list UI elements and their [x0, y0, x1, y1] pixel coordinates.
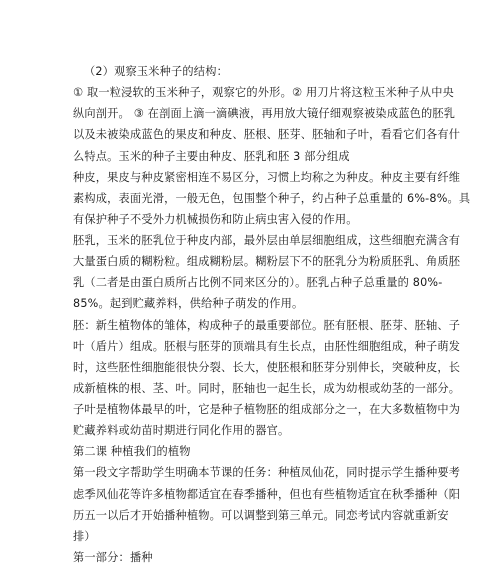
text-line: 大量蛋白质的糊粉粒。组成糊粉层。糊粉层下不的胚乳分为粉质胚乳、角质胚 — [73, 255, 461, 268]
text-line: 子叶是植物体最早的叶，它是种子植物胚的组成部分之一，在大多数植物中为 — [73, 403, 461, 416]
text-line: 么特点。玉米的种子主要由种皮、胚乳和胚 3 部分组成 — [73, 150, 350, 163]
text-line: ① 取一粒浸软的玉米种子，观察它的外形。② 用刀片将这粒玉米种子从中央 — [73, 86, 454, 99]
text-line: 排） — [73, 530, 96, 543]
text-line: 纵向剖开。 ③ 在剖面上滴一滴碘液，再用放大镜仔细观察被染成蓝色的胚乳 — [73, 107, 456, 120]
section-heading: 第二课 种植我们的植物 — [73, 445, 191, 458]
text-line: 乳（二者是由蛋白质所占比例不同来区分的）。胚乳占种子总重量的 80%- — [73, 276, 443, 289]
subsection-heading: 第一部分：播种 — [73, 551, 153, 564]
text-line: 有保护种子不受外力机械损伤和防止病虫害入侵的作用。 — [73, 213, 358, 226]
text-line: 成新植株的根、茎、叶。同时，胚轴也一起生长，成为幼根或幼茎的一部分。 — [73, 382, 461, 395]
text-line: 虑季风仙花等许多植物都适宜在春季播种，但也有些植物适宜在秋季播种（阳 — [73, 488, 461, 501]
text-line: 以及未被染成蓝色的果皮和种皮、胚根、胚芽、胚轴和子叶，看看它们各有什 — [73, 128, 461, 141]
text-line: 85%。起到贮藏养料，供给种子萌发的作用。 — [73, 297, 304, 310]
text-line: 贮藏养料或幼苗时期进行同化作用的器官。 — [73, 424, 290, 437]
text-line: 种皮，果皮与种皮紧密相连不易区分，习惯上均称之为种皮。种皮主要有纤维 — [73, 171, 461, 184]
text-line: 胚乳，玉米的胚乳位于种皮内部，最外层由单层细胞组成，这些细胞充满含有 — [73, 234, 461, 247]
text-line: 胚：新生植物体的雏体，构成种子的最重要部位。胚有胚根、胚芽、胚轴、子 — [73, 319, 461, 332]
text-line: 历五一以后才开始播种植物。可以调整到第三单元。同恋考试内容就重新安 — [73, 509, 449, 522]
text-line: 第一段文字帮助学生明确本节课的任务：种植凤仙花，同时提示学生播种要考 — [73, 466, 461, 479]
text-line: 叶（盾片）组成。胚根与胚芽的顶端具有生长点，由胚性细胞组成，种子萌发 — [73, 340, 461, 353]
text-line: 时，这些胚性细胞能很快分裂、长大，使胚根和胚芽分别伸长，突破种皮，长 — [73, 361, 461, 374]
text-line: （2）观察玉米种子的结构： — [84, 65, 228, 78]
text-line: 素构成，表面光滑，一般无色，包围整个种子，约占种子总重量的 6%-8%。具 — [73, 192, 471, 205]
